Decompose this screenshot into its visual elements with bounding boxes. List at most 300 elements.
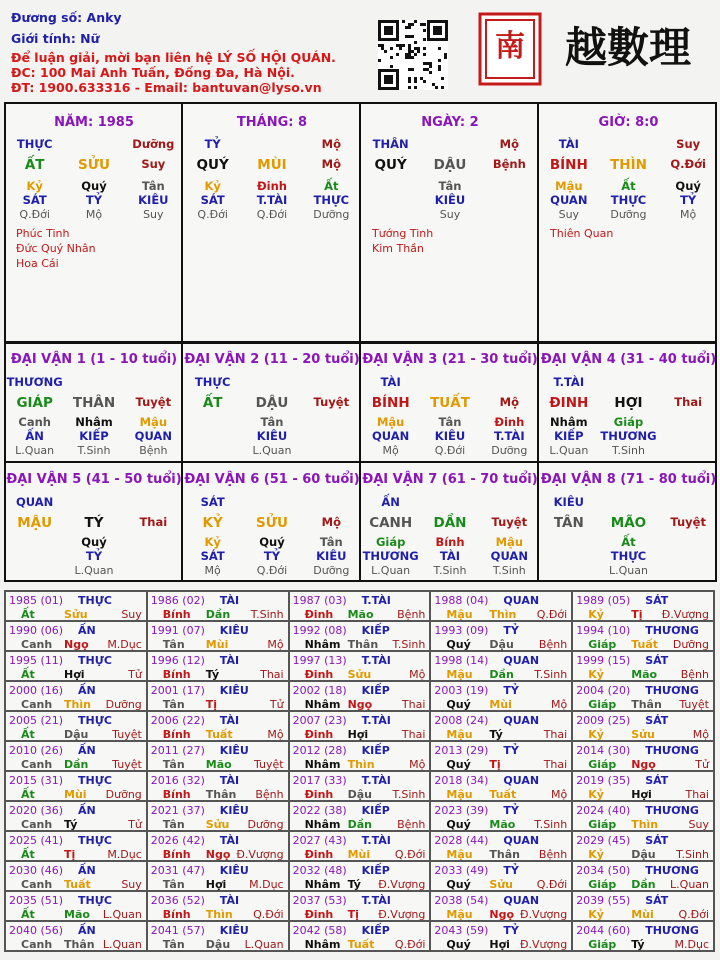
year-cell[interactable] xyxy=(430,891,572,921)
year-stem: Giáp xyxy=(588,878,617,891)
branch-status: Tuyệt xyxy=(491,515,528,529)
hidden-god: SÁT xyxy=(200,193,225,207)
year-stem: Giáp xyxy=(588,698,617,711)
top-god: THỰC xyxy=(16,137,53,151)
year-cell[interactable] xyxy=(147,591,289,621)
year-branch: Ngọ xyxy=(205,848,231,861)
year-label: 1986 (02) xyxy=(150,594,205,607)
year-cell[interactable] xyxy=(5,801,147,831)
year-cell[interactable] xyxy=(430,741,572,771)
year-label: 1991 (07) xyxy=(150,624,205,637)
year-stem: Canh xyxy=(21,818,53,831)
branch: SỬU xyxy=(256,515,288,531)
hidden-god: KIÊU xyxy=(434,193,466,207)
year-cell[interactable] xyxy=(572,801,714,831)
year-cell[interactable] xyxy=(5,861,147,891)
year-cell[interactable] xyxy=(147,891,289,921)
year-phase: M.Dục xyxy=(249,878,284,891)
year-phase: Tử xyxy=(128,668,142,681)
year-stem: Quý xyxy=(446,638,471,651)
cell-title: ĐẠI VẬN 8 (71 - 80 tuổi) xyxy=(540,472,717,487)
year-cell[interactable] xyxy=(572,771,714,801)
hidden-stem: Kỷ xyxy=(26,179,43,193)
year-phase: Mộ xyxy=(267,638,284,651)
year-label: 2041 (57) xyxy=(150,924,205,937)
year-stem: Tân xyxy=(162,698,185,711)
year-phase: Thai xyxy=(685,788,709,801)
year-branch: Tuất xyxy=(64,878,91,891)
year-branch: Dần xyxy=(64,758,89,771)
top-god: QUAN xyxy=(16,495,54,509)
year-branch: Mão xyxy=(205,758,232,771)
year-label: 1997 (13) xyxy=(292,654,347,667)
year-phase: Đ.Vượng xyxy=(378,908,426,921)
year-stem: Quý xyxy=(446,698,471,711)
year-phase: Dưỡng xyxy=(247,818,284,831)
year-branch: Ngọ xyxy=(347,698,373,711)
year-cell[interactable] xyxy=(289,591,431,621)
year-phase: Bệnh xyxy=(538,638,568,651)
star-note: Tướng Tinh xyxy=(372,227,434,240)
stem: BÍNH xyxy=(549,157,588,173)
year-cell[interactable] xyxy=(289,771,431,801)
year-phase: L.Quan xyxy=(102,938,142,951)
branch-status: Mộ xyxy=(499,395,519,409)
phase: Q.Đới xyxy=(19,208,50,221)
year-cell[interactable] xyxy=(147,741,289,771)
year-phase: Tuyệt xyxy=(112,758,142,771)
year-stem: Kỷ xyxy=(588,848,604,861)
year-label: 2028 (44) xyxy=(434,834,489,847)
year-cell[interactable] xyxy=(289,891,431,921)
hidden-god: THỰC xyxy=(610,193,647,207)
year-label: 2022 (38) xyxy=(292,804,347,817)
year-phase: T.Sinh xyxy=(392,788,426,801)
pillar-cell xyxy=(538,342,717,462)
year-phase: L.Quan xyxy=(670,878,709,891)
year-label: 1992 (08) xyxy=(292,624,347,637)
year-stem: Kỷ xyxy=(588,668,604,681)
qr-code-icon[interactable] xyxy=(378,20,448,90)
cell-title: NGÀY: 2 xyxy=(421,115,479,130)
year-cell[interactable] xyxy=(430,921,572,951)
year-branch: Dậu xyxy=(205,938,231,951)
year-stem: Ất xyxy=(21,728,35,741)
year-god: KIẾP xyxy=(361,804,390,817)
year-branch: Sửu xyxy=(347,668,372,681)
year-cell[interactable] xyxy=(5,711,147,741)
year-cell[interactable] xyxy=(147,711,289,741)
hidden-stem: Tân xyxy=(438,415,462,429)
year-god: TÀI xyxy=(219,714,240,727)
year-god: TỶ xyxy=(503,744,519,757)
year-phase: Bệnh xyxy=(680,668,709,681)
year-phase: Mộ xyxy=(409,668,426,681)
top-god: TỶ xyxy=(204,137,221,151)
top-status: Mộ xyxy=(321,137,341,151)
top-status: Suy xyxy=(676,137,701,151)
year-god: THỰC xyxy=(78,594,112,607)
year-cell[interactable] xyxy=(430,651,572,681)
year-phase: Tử xyxy=(695,758,709,771)
year-cell[interactable] xyxy=(430,591,572,621)
year-cell[interactable] xyxy=(572,921,714,951)
year-cell[interactable] xyxy=(289,921,431,951)
year-label: 2032 (48) xyxy=(292,864,347,877)
year-cell[interactable] xyxy=(147,621,289,651)
phase: Bệnh xyxy=(139,444,168,457)
hidden-stem: Ất xyxy=(621,179,636,193)
year-cell[interactable] xyxy=(289,651,431,681)
hidden-stem: Quý xyxy=(675,179,701,193)
year-stem: Đinh xyxy=(304,728,334,741)
year-stem: Tân xyxy=(162,878,185,891)
year-branch: Tị xyxy=(489,758,501,771)
cell-title: ĐẠI VẬN 3 (21 - 30 tuổi) xyxy=(362,352,538,367)
year-stem: Nhâm xyxy=(304,638,341,651)
year-branch: Sửu xyxy=(489,878,513,891)
year-cell[interactable] xyxy=(147,921,289,951)
year-god: THƯƠNG xyxy=(645,864,699,877)
year-label: 1998 (14) xyxy=(434,654,489,667)
year-cell[interactable] xyxy=(430,861,572,891)
year-god: ẤN xyxy=(78,924,96,937)
year-phase: Dưỡng xyxy=(105,698,142,711)
hidden-stem: Giáp xyxy=(613,415,644,429)
year-cell[interactable] xyxy=(5,891,147,921)
phone-email-line[interactable]: ĐT: 1900.633316 - Email: bantuvan@lyso.vn xyxy=(11,80,322,95)
year-stem: Canh xyxy=(21,878,53,891)
year-god: ẤN xyxy=(78,804,96,817)
star-note: Đức Quý Nhân xyxy=(16,242,96,255)
year-label: 1989 (05) xyxy=(576,594,631,607)
top-god: THƯƠNG xyxy=(6,375,63,389)
year-god: THƯƠNG xyxy=(645,744,699,757)
top-god: TÀI xyxy=(558,137,579,151)
hidden-stem: Ất xyxy=(621,535,636,549)
year-cell[interactable] xyxy=(147,771,289,801)
year-branch: Thân xyxy=(631,698,662,711)
owner-name: Đương số: Anky xyxy=(11,10,122,25)
year-branch: Thân xyxy=(205,788,237,801)
year-phase: Tử xyxy=(269,698,284,711)
year-label: 2039 (55) xyxy=(576,894,631,907)
year-phase: Tử xyxy=(128,818,142,831)
year-label: 2026 (42) xyxy=(150,834,205,847)
year-stem: Nhâm xyxy=(304,878,341,891)
year-cell[interactable] xyxy=(147,681,289,711)
year-stem: Mậu xyxy=(446,668,473,681)
year-phase: Bệnh xyxy=(255,788,284,801)
cell-title: ĐẠI VẬN 5 (41 - 50 tuổi) xyxy=(6,472,182,487)
branch: DẬU xyxy=(433,157,467,173)
branch: TÝ xyxy=(84,515,104,531)
pillar-cell xyxy=(360,462,538,582)
year-cell[interactable] xyxy=(5,921,147,951)
stem: QUÝ xyxy=(196,157,229,173)
year-stem: Quý xyxy=(446,758,471,771)
hidden-god: TỶ xyxy=(263,549,281,563)
hidden-stem: Đinh xyxy=(257,179,287,193)
year-cell[interactable] xyxy=(572,831,714,861)
year-label: 2002 (18) xyxy=(292,684,347,697)
year-stem: Ất xyxy=(21,908,35,921)
hidden-stem: Mậu xyxy=(376,415,405,429)
year-cell[interactable] xyxy=(5,591,147,621)
year-stem: Canh xyxy=(21,938,53,951)
year-god: TỶ xyxy=(503,924,519,937)
year-stem: Đinh xyxy=(304,668,334,681)
year-branch: Dần xyxy=(631,878,656,891)
year-god: TỶ xyxy=(503,624,519,637)
hidden-god: KIÊU xyxy=(256,429,288,443)
year-label: 2004 (20) xyxy=(576,684,631,697)
hidden-god: QUAN xyxy=(550,193,588,207)
star-note: Hoa Cái xyxy=(16,257,59,270)
year-label: 2014 (30) xyxy=(576,744,631,757)
stem: GIÁP xyxy=(16,395,53,411)
year-label: 2003 (19) xyxy=(434,684,489,697)
year-stem: Đinh xyxy=(304,788,334,801)
year-phase: Q.Đới xyxy=(536,608,568,621)
year-branch: Thìn xyxy=(631,818,659,831)
year-branch: Dậu xyxy=(489,638,514,651)
year-cell[interactable] xyxy=(289,681,431,711)
branch: THÌN xyxy=(610,157,647,173)
hidden-god: TỶ xyxy=(85,193,103,207)
year-god: THƯƠNG xyxy=(645,624,699,637)
year-cell[interactable] xyxy=(430,621,572,651)
year-phase: Đ.Vượng xyxy=(519,908,568,921)
phase: Suy xyxy=(558,208,580,221)
year-branch: Dần xyxy=(205,608,231,621)
year-branch: Ngọ xyxy=(489,908,515,921)
top-status: Dưỡng xyxy=(132,137,175,151)
stem: TÂN xyxy=(553,515,584,531)
year-cell[interactable] xyxy=(572,891,714,921)
year-cell[interactable] xyxy=(5,771,147,801)
year-label: 2006 (22) xyxy=(150,714,205,727)
year-cell[interactable] xyxy=(430,831,572,861)
top-god: THÂN xyxy=(372,137,409,151)
year-branch: Tị xyxy=(347,908,359,921)
brand-logo xyxy=(478,10,718,88)
year-stem: Ất xyxy=(21,668,35,681)
pillar-cell xyxy=(4,342,182,462)
year-label: 2018 (34) xyxy=(434,774,489,787)
year-phase: Đ.Vượng xyxy=(661,608,709,621)
year-cell[interactable] xyxy=(572,621,714,651)
year-phase: Mộ xyxy=(692,728,709,741)
year-phase: T.Sinh xyxy=(534,818,568,831)
year-cell[interactable] xyxy=(289,711,431,741)
year-phase: T.Sinh xyxy=(534,668,568,681)
year-phase: Mộ xyxy=(267,728,284,741)
year-phase: Q.Đới xyxy=(394,938,426,951)
year-label: 2027 (43) xyxy=(292,834,347,847)
hidden-stem: Bính xyxy=(435,535,465,549)
year-label: 2017 (33) xyxy=(292,774,347,787)
hidden-stem: Kỷ xyxy=(204,179,221,193)
hidden-stem: Kỷ xyxy=(204,535,221,549)
year-cell[interactable] xyxy=(430,711,572,741)
year-god: QUAN xyxy=(503,714,540,727)
branch: DẬU xyxy=(255,395,289,411)
year-god: QUAN xyxy=(503,834,540,847)
year-phase: M.Dục xyxy=(107,848,142,861)
year-branch: Hợi xyxy=(205,878,227,891)
branch: MÙI xyxy=(257,157,287,173)
year-phase: Tuyệt xyxy=(253,758,284,771)
year-stem: Giáp xyxy=(588,818,617,831)
hidden-god: QUAN xyxy=(490,549,528,563)
year-stem: Nhâm xyxy=(304,758,341,771)
year-god: THỰC xyxy=(78,774,112,787)
year-label: 2023 (39) xyxy=(434,804,489,817)
year-cell[interactable] xyxy=(289,861,431,891)
year-branch: Mùi xyxy=(347,848,371,861)
year-branch: Mùi xyxy=(205,638,229,651)
year-stem: Đinh xyxy=(304,908,334,921)
year-god: KIÊU xyxy=(219,924,249,937)
year-cell[interactable] xyxy=(5,621,147,651)
address-line: ĐC: 100 Mai Anh Tuấn, Đống Đa, Hà Nội. xyxy=(11,65,295,80)
year-god: THỰC xyxy=(78,654,112,667)
year-branch: Mão xyxy=(64,908,90,921)
cell-title: ĐẠI VẬN 2 (11 - 20 tuổi) xyxy=(184,352,360,367)
year-cell[interactable] xyxy=(147,801,289,831)
year-label: 2034 (50) xyxy=(576,864,631,877)
phase: Mộ xyxy=(680,208,697,221)
hidden-god: SÁT xyxy=(200,549,225,563)
year-cell[interactable] xyxy=(430,681,572,711)
top-god: THỰC xyxy=(194,375,231,389)
year-cell[interactable] xyxy=(572,651,714,681)
year-stem: Quý xyxy=(446,818,471,831)
year-label: 1988 (04) xyxy=(434,594,489,607)
year-cell[interactable] xyxy=(430,801,572,831)
year-cell[interactable] xyxy=(572,741,714,771)
year-label: 2008 (24) xyxy=(434,714,489,727)
stem: ĐINH xyxy=(549,395,589,411)
year-branch: Tý xyxy=(347,878,361,891)
year-stem: Quý xyxy=(446,938,471,951)
year-cell[interactable] xyxy=(572,861,714,891)
year-cell[interactable] xyxy=(5,681,147,711)
year-branch: Mùi xyxy=(489,698,512,711)
year-label: 2036 (52) xyxy=(150,894,205,907)
year-branch: Mão xyxy=(631,668,658,681)
year-cell[interactable] xyxy=(289,621,431,651)
year-label: 1990 (06) xyxy=(9,624,64,637)
year-label: 2009 (25) xyxy=(576,714,631,727)
year-god: TỶ xyxy=(503,864,519,877)
year-label: 1987 (03) xyxy=(292,594,347,607)
hidden-god: SÁT xyxy=(22,193,47,207)
year-label: 1994 (10) xyxy=(576,624,631,637)
year-god: SÁT xyxy=(645,774,669,787)
year-cell[interactable] xyxy=(572,711,714,741)
chart-header xyxy=(0,0,720,100)
hidden-stem: Nhâm xyxy=(550,415,588,429)
phase: Dưỡng xyxy=(313,564,350,577)
year-label: 2042 (58) xyxy=(292,924,347,937)
year-stem: Nhâm xyxy=(304,938,341,951)
year-stem: Giáp xyxy=(588,758,617,771)
year-cell[interactable] xyxy=(5,831,147,861)
year-cell[interactable] xyxy=(289,831,431,861)
year-label: 2013 (29) xyxy=(434,744,489,757)
year-cell[interactable] xyxy=(147,861,289,891)
year-cell[interactable] xyxy=(5,651,147,681)
year-god: ẤN xyxy=(78,864,96,877)
year-cell[interactable] xyxy=(430,771,572,801)
phase: Mộ xyxy=(85,208,103,221)
year-phase: Mộ xyxy=(409,758,426,771)
year-cell[interactable] xyxy=(147,651,289,681)
hidden-god: KIÊU xyxy=(434,429,466,443)
year-branch: Tý xyxy=(205,668,220,681)
year-phase: Thai xyxy=(543,728,568,741)
year-god: THƯƠNG xyxy=(645,924,699,937)
year-branch: Ngọ xyxy=(631,758,656,771)
year-label: 2001 (17) xyxy=(150,684,205,697)
star-note: Phúc Tinh xyxy=(16,227,70,240)
year-stem: Tân xyxy=(162,758,185,771)
year-branch: Tý xyxy=(64,818,78,831)
year-cell[interactable] xyxy=(147,831,289,861)
year-label: 2000 (16) xyxy=(9,684,64,697)
top-god: ẤN xyxy=(381,495,400,509)
year-cell[interactable] xyxy=(5,741,147,771)
year-stem: Ất xyxy=(21,788,35,801)
branch-status: Tuyệt xyxy=(135,395,172,409)
year-branch: Thìn xyxy=(347,758,375,771)
year-cell[interactable] xyxy=(289,741,431,771)
year-branch: Hợi xyxy=(489,938,510,951)
year-god: SÁT xyxy=(645,834,669,847)
year-phase: Bệnh xyxy=(538,848,568,861)
year-god: THƯƠNG xyxy=(645,804,699,817)
top-status: Mộ xyxy=(499,137,519,151)
year-cell[interactable] xyxy=(572,591,714,621)
hidden-stem: Tân xyxy=(438,179,462,193)
year-cell[interactable] xyxy=(572,681,714,711)
hidden-stem: Mậu xyxy=(555,179,583,193)
year-phase: L.Quan xyxy=(244,938,284,951)
hidden-stem: Đinh xyxy=(494,415,525,429)
year-branch: Ngọ xyxy=(64,638,89,651)
hidden-god: TỶ xyxy=(680,193,697,207)
year-branch: Thìn xyxy=(64,698,91,711)
year-branch: Dậu xyxy=(631,848,656,861)
year-phase: Q.Đới xyxy=(253,908,284,921)
hidden-stem: Tân xyxy=(319,535,343,549)
hidden-god: THỰC xyxy=(313,193,350,207)
stem: BÍNH xyxy=(371,395,410,411)
hidden-god: THỰC xyxy=(610,549,647,563)
svg-text:南: 南 xyxy=(495,29,525,64)
year-cell[interactable] xyxy=(289,801,431,831)
year-stem: Canh xyxy=(21,758,53,771)
branch-status: Mộ xyxy=(321,515,341,529)
year-god: KIẾP xyxy=(361,744,390,757)
phase: Suy xyxy=(439,208,461,221)
year-phase: L.Quan xyxy=(102,908,142,921)
hidden-stem: Mậu xyxy=(139,415,168,429)
year-branch: Thân xyxy=(64,938,95,951)
year-phase: Bệnh xyxy=(397,608,426,621)
